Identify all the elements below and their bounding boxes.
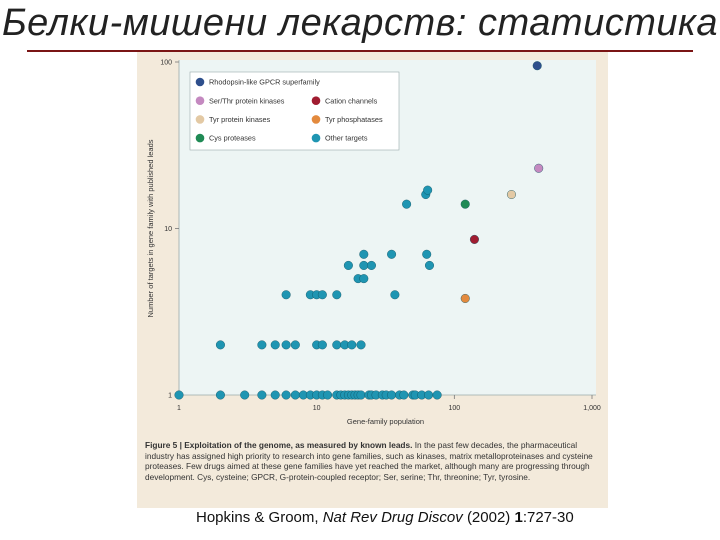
x-tick-label: 100 — [448, 405, 461, 412]
legend-marker — [196, 115, 205, 124]
data-point — [318, 341, 327, 350]
legend-label: Other targets — [325, 133, 368, 143]
figure-caption — [145, 440, 603, 482]
data-point — [533, 61, 542, 70]
data-point — [423, 186, 432, 195]
data-point — [216, 341, 225, 350]
data-point — [461, 200, 470, 209]
x-tick-label: 1 — [177, 405, 181, 412]
slide-title: Белки-мишени лекарств: статистика — [1, 2, 719, 44]
data-point — [282, 391, 291, 400]
data-point — [507, 190, 516, 199]
y-axis-label: Number of targets in gene family with published leads — [146, 139, 155, 318]
data-point — [387, 391, 396, 400]
citation — [196, 509, 574, 526]
citation-issue: 1 — [514, 509, 523, 526]
data-point — [360, 274, 369, 283]
data-point — [367, 261, 376, 270]
data-point — [175, 391, 184, 400]
scatter-chart — [137, 52, 608, 432]
data-point — [534, 164, 543, 173]
data-point — [332, 341, 341, 350]
citation-journal: Nat Rev Drug Discov — [322, 509, 463, 526]
data-point — [387, 250, 396, 259]
x-tick-label: 1,000 — [583, 405, 601, 412]
data-point — [348, 341, 357, 350]
figure-panel — [137, 52, 608, 508]
data-point — [433, 391, 442, 400]
legend-label: Rhodopsin-like GPCR superfamily — [209, 77, 320, 87]
y-tick-label: 100 — [160, 59, 172, 67]
data-point — [391, 290, 400, 299]
data-point — [291, 341, 300, 350]
y-tick-label: 1 — [168, 392, 172, 400]
legend-marker — [196, 78, 205, 87]
data-point — [424, 391, 433, 400]
legend-marker — [312, 134, 321, 143]
legend-label: Cys proteases — [209, 133, 256, 143]
legend-marker — [312, 115, 321, 124]
citation-year: (2002) — [466, 509, 511, 526]
data-point — [360, 261, 369, 270]
x-tick-label: 10 — [312, 405, 321, 412]
data-point — [258, 391, 267, 400]
data-point — [258, 341, 267, 350]
data-point — [470, 235, 479, 244]
legend-label: Tyr protein kinases — [209, 115, 271, 124]
data-point — [240, 391, 249, 400]
data-point — [323, 391, 332, 400]
data-point — [360, 250, 369, 259]
y-tick-label: 10 — [164, 226, 172, 233]
data-point — [282, 341, 291, 350]
data-point — [425, 261, 434, 270]
data-point — [332, 290, 341, 299]
x-axis-label: Gene-family population — [346, 417, 425, 426]
caption-text: In the past few decades, the pharmaceutical industry has assigned high priority to research into gene families, such as kinases, matrix metalloproteinases and cysteine proteases. Few drugs aimed at these gene families have yet reached the market, although many are progressing through development. Cys, cysteine; GPCR, G-protein-coupled receptor; Ser, serine; Thr, threonine; Tyr, tyrosine. — [145, 440, 593, 482]
data-point — [291, 391, 300, 400]
data-point — [216, 391, 225, 400]
citation-pages: :727-30 — [522, 509, 574, 526]
legend-marker — [312, 96, 321, 105]
legend-label: Tyr phosphatases — [325, 115, 383, 124]
caption-figure-label: Figure 5 | Exploitation of the genome, as measured by known leads. — [145, 440, 413, 450]
data-point — [318, 290, 327, 299]
data-point — [282, 290, 291, 299]
citation-authors: Hopkins & Groom, — [196, 509, 319, 526]
legend-label: Ser/Thr protein kinases — [209, 96, 285, 106]
data-point — [271, 341, 280, 350]
legend-label: Cation channels — [325, 96, 378, 106]
data-point — [357, 391, 366, 400]
data-point — [271, 391, 280, 400]
data-point — [357, 341, 366, 350]
data-point — [422, 250, 431, 259]
data-point — [400, 391, 409, 400]
legend-marker — [196, 134, 205, 143]
legend-marker — [196, 96, 205, 105]
data-point — [344, 261, 353, 270]
data-point — [461, 294, 470, 303]
data-point — [402, 200, 411, 209]
